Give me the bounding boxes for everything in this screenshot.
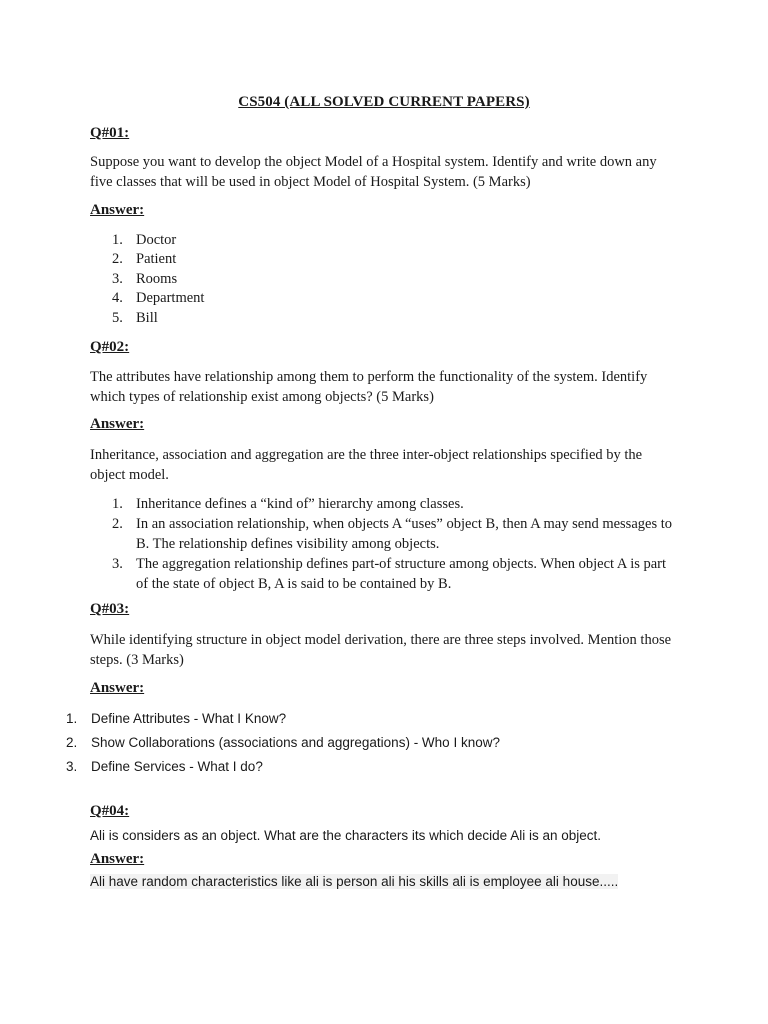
question-3-text: While identifying structure in object model derivation, there are three steps involved. Mention those steps. (3 Marks)	[90, 632, 672, 668]
list-item: 2. Patient	[112, 251, 177, 268]
list-item: 1. Define Attributes - What I Know?	[66, 711, 287, 726]
answer-4-label: Answer:	[90, 851, 145, 867]
answer-3-label: Answer:	[90, 680, 145, 696]
document-title: CS504 (ALL SOLVED CURRENT PAPERS)	[238, 94, 530, 110]
answer-1-list	[90, 231, 490, 328]
answer-2-list	[90, 494, 680, 594]
list-item: 1. Doctor	[112, 232, 177, 248]
answer-4-text: Ali have random characteristics like ali is person ali his skills ali is employee ali house.....	[90, 874, 619, 889]
question-3-label: Q#03:	[90, 601, 130, 617]
list-item: 1. Inheritance defines a “kind of” hierarchy among classes.	[112, 496, 464, 512]
list-item: 5. Bill	[112, 309, 158, 326]
question-2-text: The attributes have relationship among them to perform the functionality of the system. Identify which types of relationship exist among objects? (5 Marks)	[90, 369, 648, 405]
question-1-label: Q#01:	[90, 125, 130, 141]
answer-3-list	[66, 707, 686, 779]
list-item: 2. In an association relationship, when objects A “uses” object B, then A may send messages to B. The relationship defines visibility among objects.	[112, 516, 672, 552]
list-item: 4. Department	[112, 290, 205, 307]
question-4-text: Ali is considers as an object. What are the characters its which decide Ali is an object.	[90, 828, 601, 843]
list-item: 2. Show Collaborations (associations and aggregations) - Who I know?	[66, 735, 500, 750]
list-item: 3. Rooms	[112, 270, 178, 287]
question-2-label: Q#02:	[90, 339, 130, 355]
question-1-text: Suppose you want to develop the object Model of a Hospital system. Identify and write down any five classes that will be used in object Model of Hospital System. (5 Marks)	[90, 154, 657, 190]
list-item: 3. Define Services - What I do?	[66, 759, 263, 774]
list-item: 3. The aggregation relationship defines part-of structure among objects. When object A is part of the state of object B, A is said to be contained by B.	[112, 556, 667, 592]
answer-2-intro: Inheritance, association and aggregation are the three inter-object relationships specified by the object model.	[90, 447, 643, 483]
answer-1-label: Answer:	[90, 202, 145, 218]
answer-2-label: Answer:	[90, 416, 145, 432]
question-4-label: Q#04:	[90, 803, 130, 819]
